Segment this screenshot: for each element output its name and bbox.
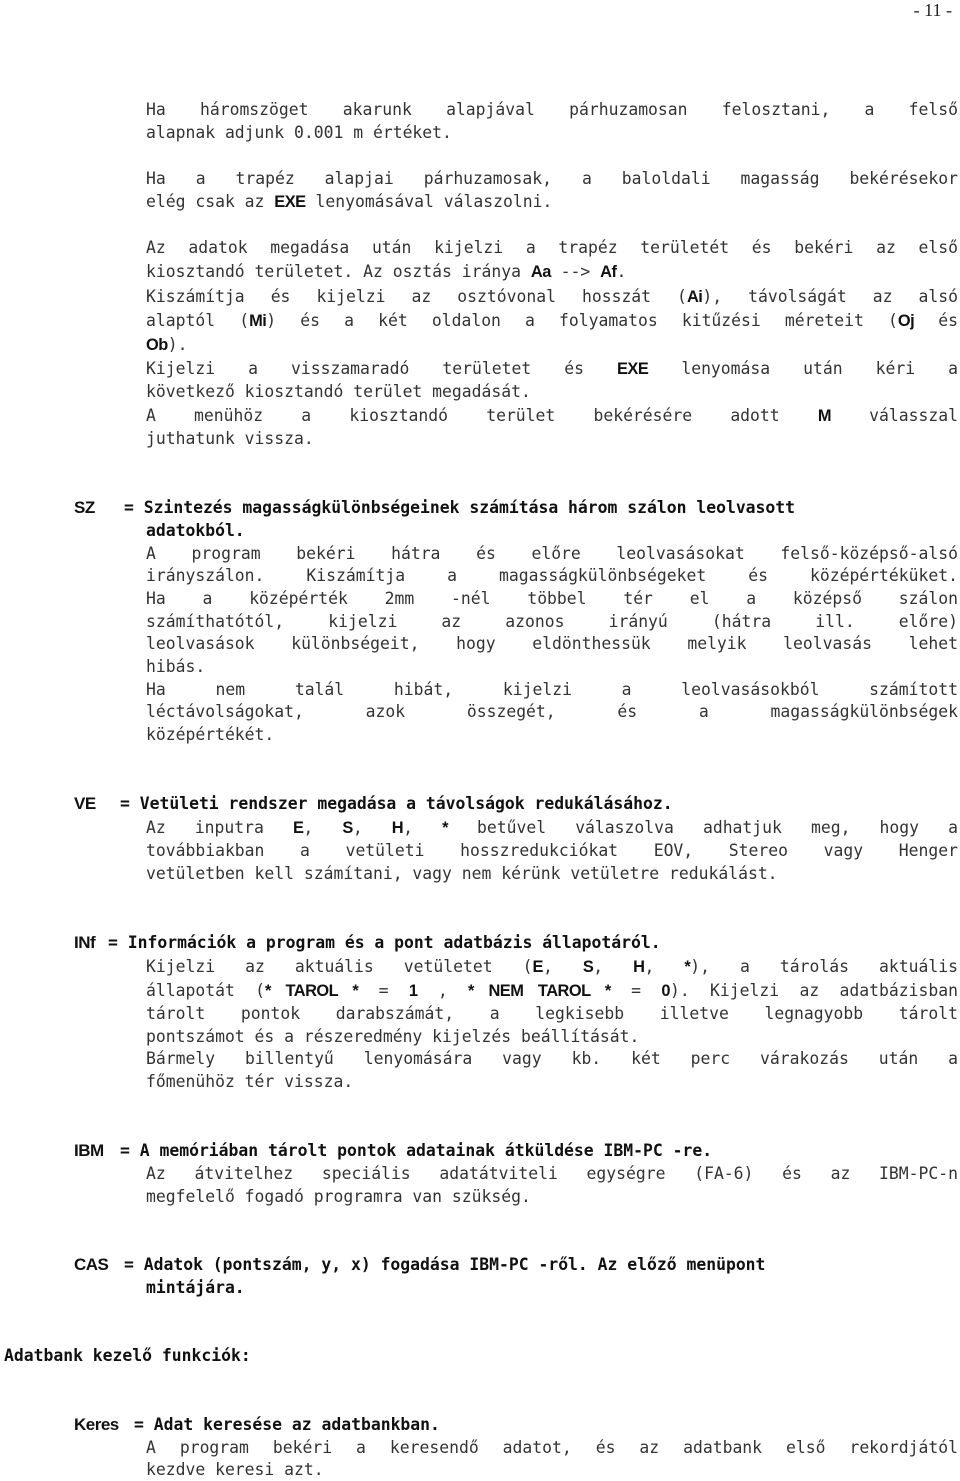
intro-line: elég csak az EXE lenyomásával válaszolni.: [146, 192, 553, 211]
intro-line: Kijelzi a visszamaradó területet és EXE lenyomása után kéri a: [146, 359, 958, 378]
intro-line: Ha a trapéz alapjai párhuzamosak, a baloldali magasság bekérésekor: [146, 169, 958, 188]
inf-line: főmenühöz tér vissza.: [146, 1072, 354, 1091]
sz-line: számíthatótól, kijelzi az azonos irányú (hátra ill. előre): [146, 612, 958, 631]
ve-title: = Vetületi rendszer megadása a távolságok redukálásához.: [120, 794, 673, 813]
sz-line: Ha a középérték 2mm -nél többel tér el a középső szálon: [146, 589, 958, 608]
ve-line: továbbiakban a vetületi hosszredukciókat EOV, Stereo vagy Henger: [146, 841, 958, 860]
inf-line: Bármely billentyű lenyomására vagy kb. két perc várakozás után a: [146, 1049, 958, 1068]
intro-line: A menühöz a kiosztandó terület bekérésére adott M válasszal: [146, 406, 958, 425]
cas-key: CAS: [74, 1255, 109, 1274]
intro-line: juthatunk vissza.: [146, 429, 314, 448]
inf-line: Kijelzi az aktuális vetületet (E, S, H, *), a tárolás aktuális: [146, 957, 958, 976]
cas-title-cont: mintájára.: [146, 1278, 245, 1297]
sz-line: hibás.: [146, 657, 206, 676]
cas-title: = Adatok (pontszám, y, x) fogadása IBM-PC -ről. Az előző menüpont: [124, 1255, 766, 1274]
inf-line: tárolt pontok darabszámát, a legkisebb illetve legnagyobb tárolt: [146, 1004, 958, 1023]
sz-line: irányszálon. Kiszámítja a magasságkülönbségeket és középértéküket.: [146, 566, 958, 585]
sz-line: léctávolságokat, azok összegét, és a magasságkülönbségek: [146, 702, 958, 721]
intro-line: Az adatok megadása után kijelzi a trapéz területét és bekéri az első: [146, 238, 958, 257]
intro-line: alapnak adjunk 0.001 m értéket.: [146, 123, 452, 142]
adatbank-heading: Adatbank kezelő funkciók:: [4, 1346, 251, 1365]
intro-line: alaptól (Mi) és a két oldalon a folyamatos kitűzési méreteit (Oj és: [146, 311, 958, 330]
sz-line: A program bekéri hátra és előre leolvasásokat felső-középső-alsó: [146, 544, 958, 563]
key-exe: EXE: [274, 193, 306, 211]
intro-line: Ha háromszöget akarunk alapjával párhuzamosan felosztani, a felső: [146, 100, 958, 119]
ibm-line: Az átvitelhez speciális adatátviteli egységre (FA-6) és az IBM-PC-n: [146, 1164, 958, 1183]
inf-title: = Információk a program és a pont adatbázis állapotáról.: [108, 933, 661, 952]
keres-key: Keres: [74, 1415, 119, 1434]
intro-line: következő kiosztandó terület megadását.: [146, 382, 531, 401]
keres-line: kezdve keresi azt.: [146, 1460, 324, 1479]
ibm-line: megfelelő fogadó programra van szükség.: [146, 1187, 531, 1206]
sz-key: SZ: [74, 498, 95, 517]
sz-line: Ha nem talál hibát, kijelzi a leolvasásokból számított: [146, 680, 958, 699]
ibm-key: IBM: [74, 1141, 104, 1160]
ve-line: vetületben kell számítani, vagy nem kérünk vetületre redukálást.: [146, 864, 778, 883]
ibm-title: = A memóriában tárolt pontok adatainak átküldése IBM-PC -re.: [120, 1141, 713, 1160]
ve-key: VE: [74, 794, 96, 813]
intro-line: Kiszámítja és kijelzi az osztóvonal hosszát (Ai), távolságát az alsó: [146, 287, 959, 306]
page-number: - 11 -: [913, 0, 952, 20]
sz-line: leolvasások különbségeit, hogy eldönthessük melyik leolvasás lehet: [146, 634, 958, 653]
keres-line: A program bekéri a keresendő adatot, és az adatbank első rekordjától: [146, 1438, 958, 1457]
inf-key: INf: [74, 933, 96, 952]
sz-title: = Szintezés magasságkülönbségeinek számítása három szálon leolvasott: [124, 498, 796, 517]
inf-line: állapotát (* TAROL * = 1 , * NEM TAROL * = 0). Kijelzi az adatbázisban: [146, 981, 958, 1000]
intro-line: Ob).: [146, 335, 188, 354]
inf-line: pontszámot és a részeredmény kijelzés beállítását.: [146, 1027, 640, 1046]
ve-line: Az inputra E, S, H, * betűvel válaszolva adhatjuk meg, hogy a: [146, 818, 958, 837]
intro-line: kiosztandó területet. Az osztás iránya Aa --> Af.: [146, 262, 627, 281]
sz-title-cont: adatokból.: [146, 521, 245, 540]
sz-line: középértékét.: [146, 725, 275, 744]
keres-title: = Adat keresése az adatbankban.: [134, 1415, 440, 1434]
